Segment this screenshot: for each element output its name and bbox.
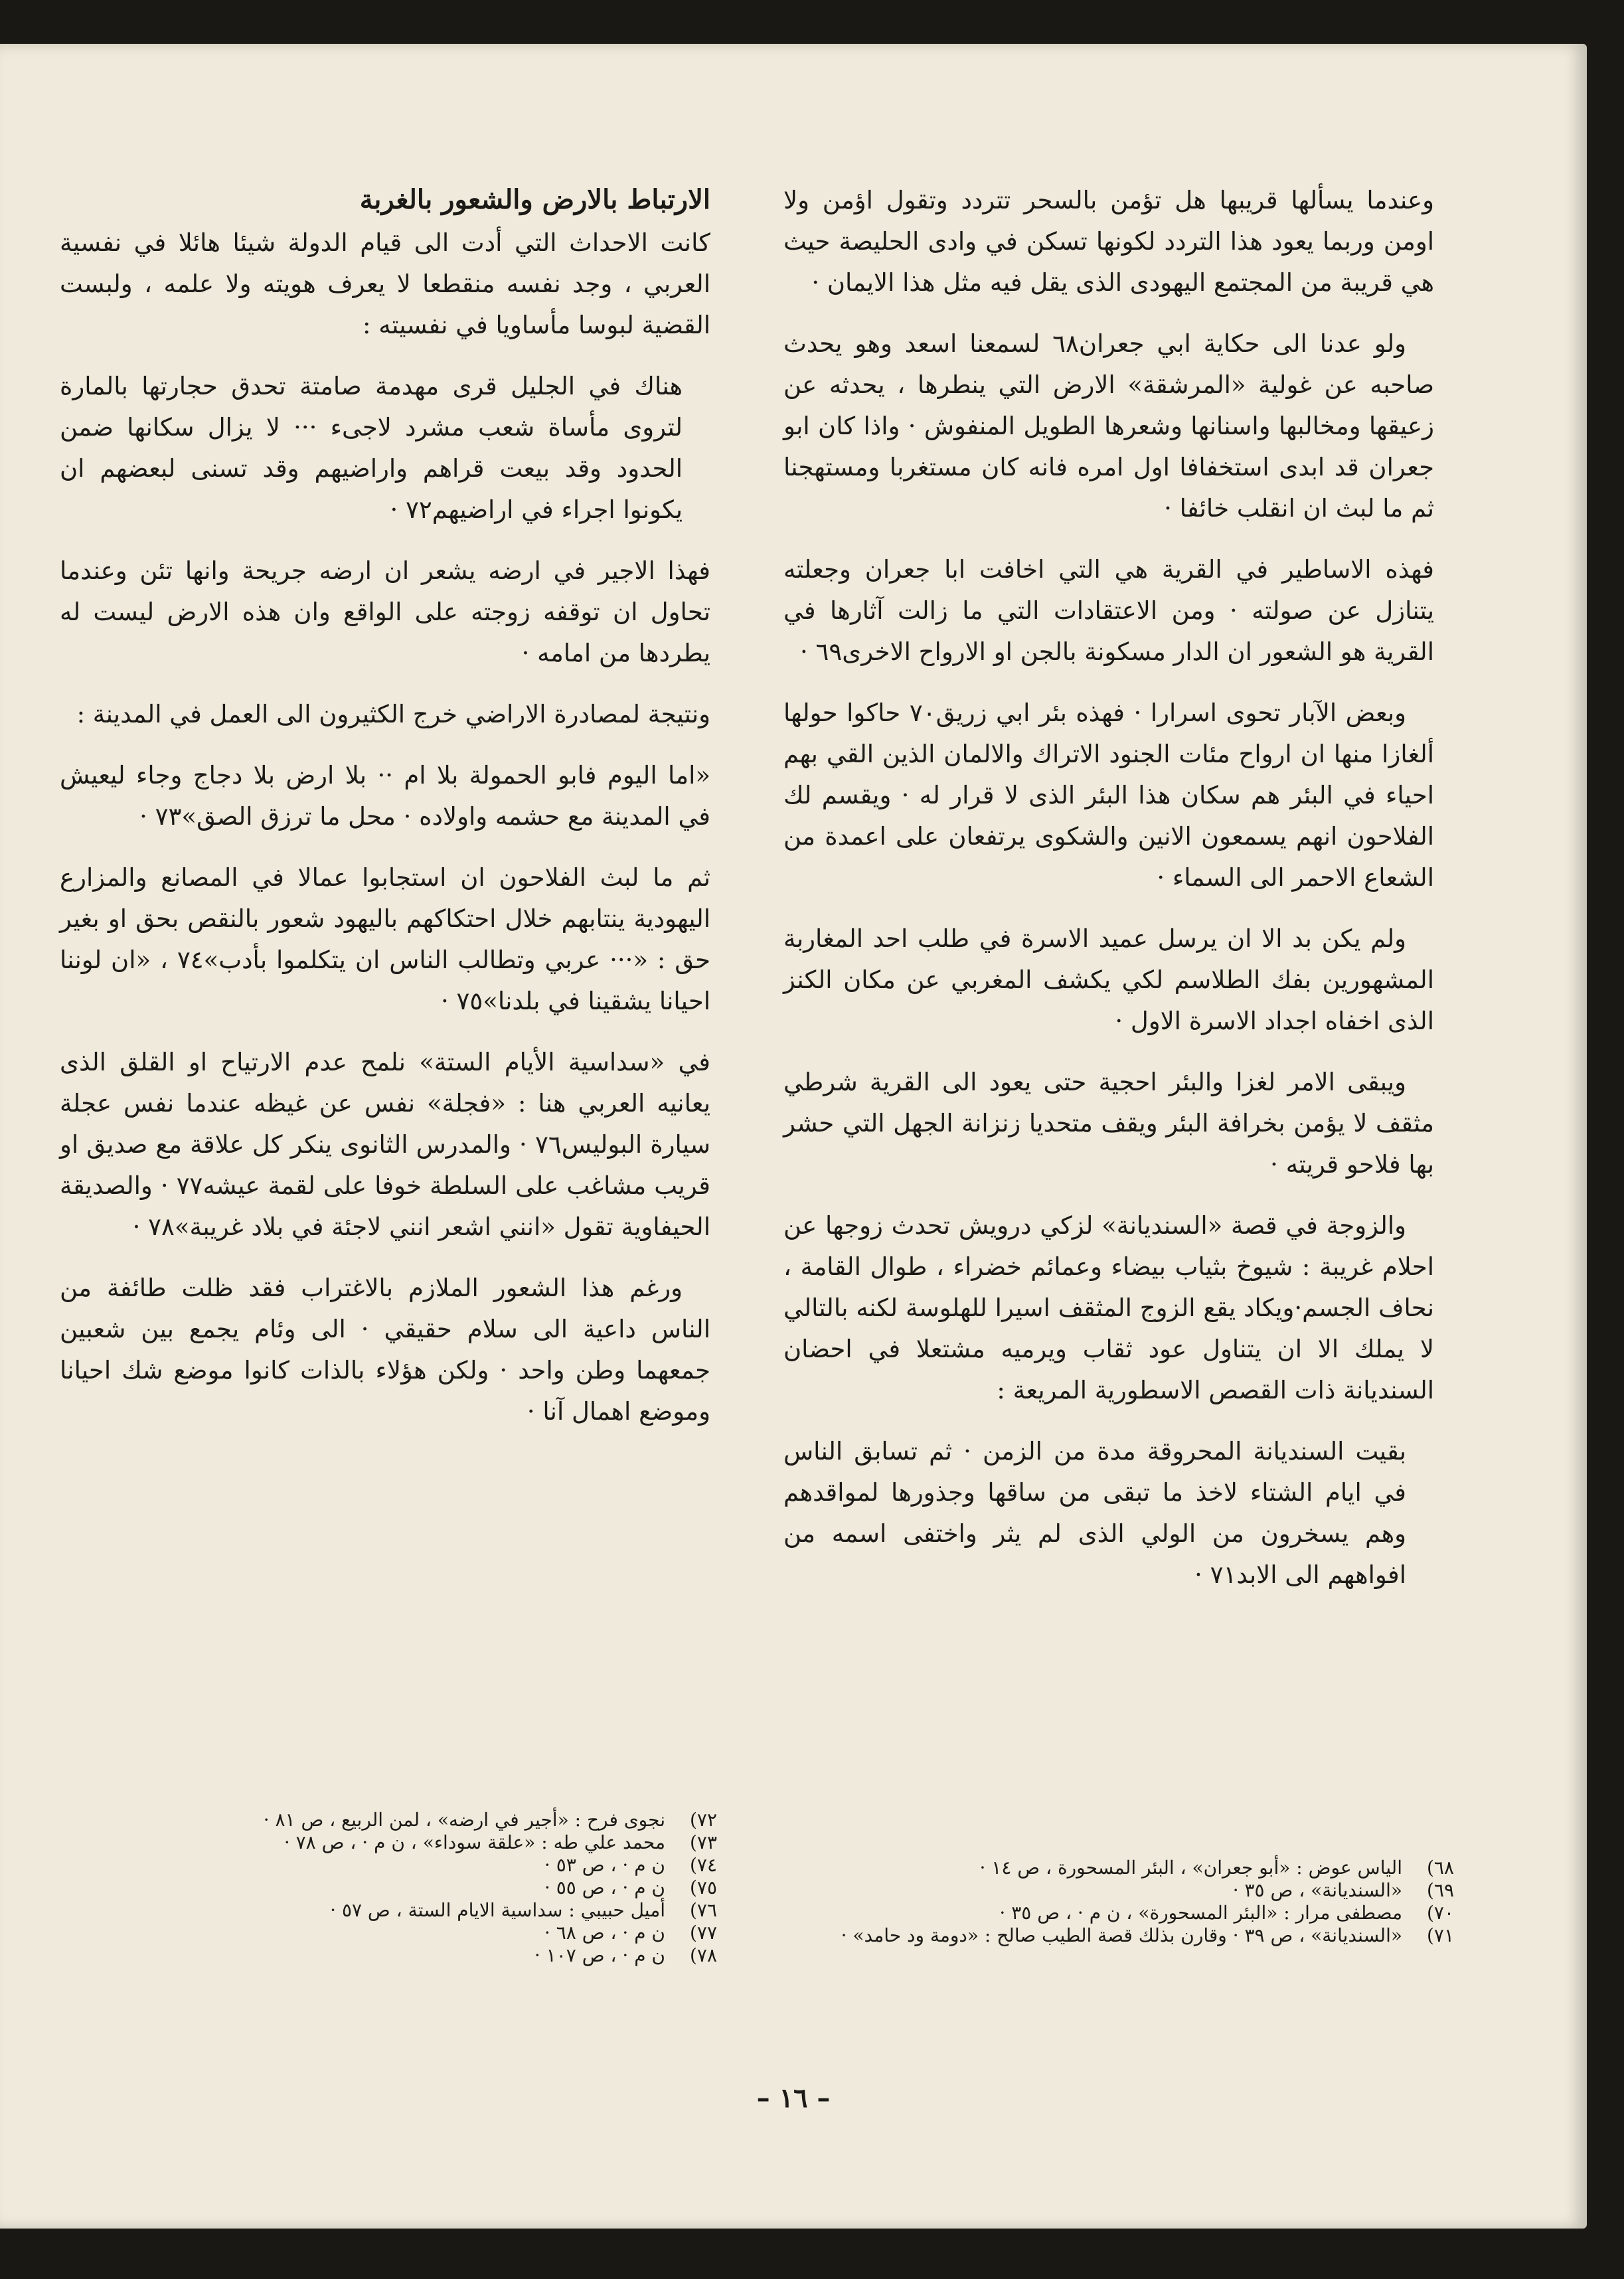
footnote-number: ٦٨) [1426,1857,1454,1879]
quoted-paragraph: بقيت السنديانة المحروقة مدة من الزمن · ثم تسابق الناس في ايام الشتاء لاخذ ما تبقى من ساقها وجذورها لمواقدهم وهم يسخرون من الولي الذى لم يثر واختفى اسمه من افواههم الى الابد٧١ · [783,1437,1406,1589]
section-heading: الارتباط بالارض والشعور بالغربة [359,184,710,215]
footnote-number: ٧٠) [1426,1902,1454,1924]
left-column [60,180,710,1452]
page-number: – ١٦ – [756,2082,831,2114]
footnote [53,1944,717,1967]
right-column [783,180,1434,1616]
footnote-number: ٧٥) [689,1877,717,1899]
footnotes-right [790,1857,1454,1947]
footnote-text: محمد علي طه : «علقة سوداء» ، ن م · ، ص ٧٨ · [284,1831,665,1853]
paragraph: فهذا الاجير في ارضه يشعر ان ارضه جريحة وانها تئن وعندما تحاول ان توقفه زوجته على الواقع وان هذه الارض ليست له يطردها من امامه · [60,556,710,667]
paragraph: ولو عدنا الى حكاية ابي جعران٦٨ لسمعنا اسعد وهو يحدث صاحبه عن غولية «المرشقة» الارض التي ينطرها ، يحدثه عن زعيقها ومخالبها واسنانها وشعرها الطويل المنفوش · واذا كان ابو جعران قد ابدى استخفافا اول امره فانه كان مستغربا ومستهجنا ثم ما لبث ان انقلب خائفا · [783,329,1435,523]
footnote-text: ن م · ، ص ٥٥ · [544,1877,665,1899]
footnote-number: ٧٤) [689,1854,717,1876]
footnote-text: «السنديانة» ، ص ٣٥ · [1232,1879,1402,1901]
footnote [790,1879,1454,1902]
footnote-text: نجوى فرح : «أجير في ارضه» ، لمن الربيع ، ص ٨١ · [263,1809,665,1831]
footnote-text: «السنديانة» ، ص ٣٩ · وقارن بذلك قصة الطيب صالح : «دومة ود حامد» · [841,1924,1402,1946]
footnote [790,1902,1454,1924]
paragraph: ويبقى الامر لغزا والبئر احجية حتى يعود الى القرية شرطي مثقف لا يؤمن بخرافة البئر ويقف متحديا زنزانة الجهل التي حشر بها فلاحو قريته · [783,1068,1434,1179]
paragraph: ونتيجة لمصادرة الاراضي خرج الكثيرون الى العمل في المدينة : [76,700,710,728]
footnote [53,1922,717,1944]
footnote [53,1854,717,1877]
footnote-text: ن م · ، ص ٥٣ · [544,1854,665,1876]
footnote-number: ٧٦) [689,1899,717,1921]
footnote-number: ٧٧) [689,1922,717,1944]
footnote-text: ن م · ، ص ٦٨ · [544,1922,665,1944]
quoted-paragraph: هناك في الجليل قرى مهدمة صامتة تحدق حجارتها بالمارة لتروى مأساة شعب مشرد لاجىء ··· لا يزال سكانها ضمن الحدود وقد بيعت قراهم واراضيهم وقد تسنى لبعضهم ان يكونوا اجراء في اراضيهم٧٢ · [60,372,683,524]
footnote [53,1831,717,1854]
paragraph: ورغم هذا الشعور الملازم بالاغتراب فقد ظلت طائفة من الناس داعية الى سلام حقيقي · الى وئام يجمع بين شعبين جمعهما وطن واحد · ولكن هؤلاء بالذات كانوا موضع شك احيانا وموضع اهمال آنا · [60,1274,710,1426]
footnote [53,1899,717,1922]
paragraph: والزوجة في قصة «السنديانة» لزكي درويش تحدث زوجها عن احلام غريبة : شيوخ بثياب بيضاء وعمائم خضراء ، طوال القامة ، نحاف الجسم·ويكاد يقع الزوج المثقف اسيرا للهلوسة لكنه بالتالي لا يملك الا ان يتناول عود ثقاب ويرميه مشتعلا في احضان السنديانة ذات القصص الاسطورية المريعة : [783,1211,1434,1404]
footnote [53,1877,717,1899]
footnote-text: مصطفى مرار : «البئر المسحورة» ، ن م · ، ص ٣٥ · [999,1902,1402,1924]
document-page [0,44,1587,2229]
footnote-number: ٧٢) [689,1809,717,1831]
footnote-text: أميل حبيبي : سداسية الايام الستة ، ص ٥٧ · [330,1899,665,1921]
paragraph: كانت الاحداث التي أدت الى قيام الدولة شيئا هائلا في نفسية العربي ، وجد نفسه منقطعا لا يعرف هويته ولا علمه ، ولبست القضية لبوسا مأساويا في نفسيته : [60,228,710,339]
footnote-number: ٧٨) [689,1944,717,1966]
footnote-number: ٧١) [1426,1924,1454,1946]
paragraph: وعندما يسألها قريبها هل تؤمن بالسحر تتردد وتقول اؤمن ولا اومن وربما يعود هذا التردد لكونها تسكن في وادى الحليصة حيث هي قريبة من المجتمع اليهودى الذى يقل فيه مثل هذا الايمان · [783,186,1434,297]
footnote [790,1857,1454,1879]
footnote [790,1924,1454,1947]
footnote-number: ٧٣) [689,1831,717,1853]
paragraph: ثم ما لبث الفلاحون ان استجابوا عمالا في المصانع والمزارع اليهودية ينتابهم خلال احتكاكهم باليهود شعور بالنقص بحق او بغير حق : «··· عربي وتطالب الناس ان يتكلموا بأدب»٧٤ ، «ان لوننا احيانا يشقينا في بلدنا»٧٥ · [60,863,710,1015]
footnotes-left [53,1809,717,1967]
paragraph: ولم يكن بد الا ان يرسل عميد الاسرة في طلب احد المغاربة المشهورين بفك الطلاسم لكي يكشف المغربي عن مكان الكنز الذى اخفاه اجداد الاسرة الاول · [783,924,1434,1035]
paragraph: فهذه الاساطير في القرية هي التي اخافت ابا جعران وجعلته يتنازل عن صولته · ومن الاعتقادات التي ما زالت آثارها في القرية هو الشعور ان الدار مسكونة بالجن او الارواح الاخرى٦٩ · [783,555,1434,666]
footnote-number: ٦٩) [1426,1879,1454,1901]
paragraph: في «سداسية الأيام الستة» نلمح عدم الارتياح او القلق الذى يعانيه العربي هنا : «فجلة» نفس عن غيظه عندما نفس عجلة سيارة البوليس٧٦ · والمدرس الثانوى ينكر كل علاقة مع صديق او قريب مشاغب على السلطة خوفا على لقمة عيشه٧٧ · والصديقة الحيفاوية تقول «انني اشعر انني لاجئة في بلاد غريبة»٧٨ · [60,1048,710,1241]
footnote [53,1809,717,1831]
quoted-paragraph: «اما اليوم فابو الحمولة بلا ام ·· بلا ارض بلا دجاج وجاء ليعيش في المدينة مع حشمه واولاده · محل ما ترزق الصق»٧٣ · [60,761,710,831]
paragraph: وبعض الآبار تحوى اسرارا · فهذه بئر ابي زريق٧٠ حاكوا حولها ألغازا منها ان ارواح مئات الجنود الاتراك والالمان الذين القي بهم احياء في البئر هم سكان هذا البئر الذى لا قرار له · ويقسم لك الفلاحون انهم يسمعون الانين والشكوى يرتفعان على اعمدة من الشعاع الاحمر الى السماء · [783,699,1434,892]
footnote-text: ن م · ، ص ١٠٧ · [534,1944,665,1966]
footnote-text: الياس عوض : «أبو جعران» ، البئر المسحورة ، ص ١٤ · [979,1857,1402,1879]
